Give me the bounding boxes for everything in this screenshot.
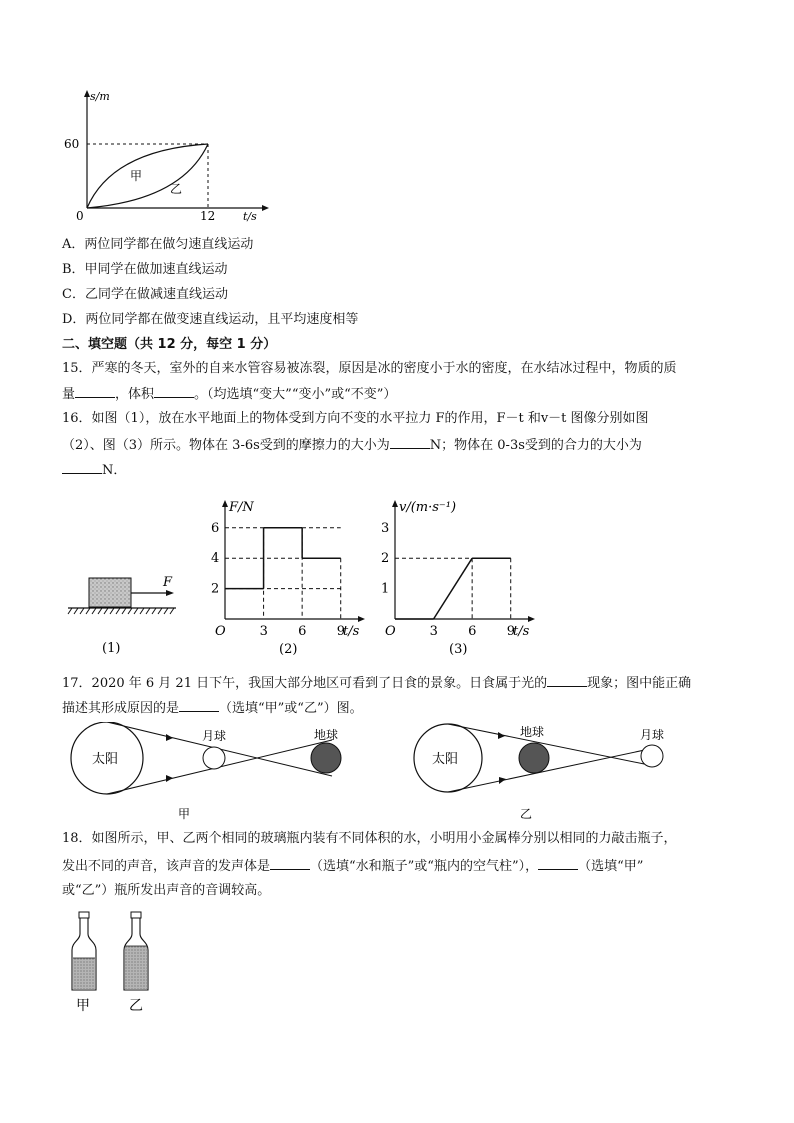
- q15-line1: 15．严寒的冬天，室外的自来水管容易被冻裂，原因是冰的密度小于水的密度，在水结冰过程中，物质的质: [62, 361, 677, 376]
- ft-xlabel: t/s: [343, 624, 360, 639]
- bottle-caption-yi: 乙: [129, 998, 143, 1014]
- st-label-yi: 乙: [170, 182, 183, 196]
- ft-xtick-2: 9: [336, 624, 345, 639]
- q18-line3: 或“乙”）瓶所发出声音的音调较高。: [62, 883, 271, 898]
- st-graph: [60, 88, 280, 228]
- vt-graph: [365, 495, 545, 660]
- earth-icon: [311, 743, 341, 773]
- vt-segment-1: [434, 558, 473, 619]
- vt-xtick-1: 6: [468, 624, 477, 639]
- bottles-figure: [62, 910, 172, 1020]
- vt-ytick-1: 2: [381, 551, 390, 567]
- bottle-caption-jia: 甲: [76, 998, 90, 1014]
- caption-yi: 乙: [520, 807, 533, 821]
- caption-jia: 甲: [178, 807, 191, 821]
- q17-blank-2[interactable]: [179, 699, 219, 712]
- vt-xtick-0: 3: [429, 624, 438, 639]
- bottle-yi: [124, 912, 148, 990]
- q17-line1: 17．2020 年 6 月 21 日下午，我国大部分地区可看到了日食的景象。日食属于光的 现象；图中能正确: [62, 676, 692, 691]
- q18-blank-1[interactable]: [270, 857, 310, 870]
- st-xtick: 12: [200, 209, 216, 223]
- earth-label: 地球: [520, 725, 545, 739]
- option-d: D．两位同学都在做变速直线运动，且平均速度相等: [62, 312, 359, 327]
- q18-line1: 18．如图所示，甲、乙两个相同的玻璃瓶内装有不同体积的水，小明用小金属棒分别以相同的力敲击瓶子，: [62, 831, 677, 846]
- caption-2: (2): [279, 642, 298, 657]
- section-heading: 二、填空题（共 12 分，每空 1 分）: [62, 337, 277, 352]
- earth-icon: [519, 743, 549, 773]
- force-label: F: [163, 575, 173, 590]
- option-c: C．乙同学在做减速直线运动: [62, 287, 228, 302]
- curve-jia: [87, 144, 208, 208]
- st-origin: 0: [76, 209, 84, 223]
- st-xlabel: t/s: [243, 210, 257, 223]
- moon-icon: [641, 745, 663, 767]
- st-label-jia: 甲: [130, 169, 143, 183]
- vt-ylabel: v/(m·s⁻¹): [399, 500, 457, 515]
- ft-ytick-0: 2: [211, 581, 220, 597]
- vt-ytick-2: 3: [381, 520, 390, 536]
- q17-blank-1[interactable]: [547, 674, 587, 687]
- vt-xtick-2: 9: [506, 624, 515, 639]
- sun-label: 太阳: [92, 752, 119, 767]
- eclipse-figure-yi: [410, 722, 710, 822]
- q15-blank-2[interactable]: [154, 385, 194, 398]
- vt-ytick-0: 1: [381, 581, 390, 597]
- ft-ylabel: F/N: [229, 500, 254, 515]
- ft-ytick-2: 6: [211, 520, 220, 536]
- block-figure: [64, 570, 184, 660]
- block: [89, 578, 131, 607]
- caption-1: (1): [102, 641, 121, 656]
- st-ytick: 60: [64, 137, 80, 151]
- bottle-jia: [72, 912, 96, 990]
- q16-blank-1[interactable]: [390, 436, 430, 449]
- q16-line1: 16．如图（1），放在水平地面上的物体受到方向不变的水平拉力 F的作用，F－t 和v－t 图像分别如图: [62, 411, 649, 426]
- moon-label: 月球: [640, 728, 665, 742]
- vt-xlabel: t/s: [513, 624, 530, 639]
- q16-blank-2[interactable]: [62, 461, 102, 474]
- q16-line2: （2）、图（3）所示。物体在 3-6s受到的摩擦力的大小为 N；物体在 0-3s受到的合力的大小为: [62, 438, 642, 453]
- vt-origin: O: [385, 624, 396, 639]
- ft-ytick-1: 4: [211, 551, 220, 567]
- q17-line2: 描述其形成原因的是 （选填“甲”或“乙”）图。: [62, 701, 363, 716]
- q18-blank-2[interactable]: [538, 857, 578, 870]
- ft-xtick-0: 3: [259, 624, 268, 639]
- ft-xtick-1: 6: [298, 624, 307, 639]
- eclipse-figure-jia: [62, 722, 372, 822]
- curve-yi: [87, 144, 208, 208]
- q15-line2: 量 ，体积 。（均选填“变大”“变小”或“不变”）: [62, 387, 397, 402]
- earth-label: 地球: [314, 728, 339, 742]
- ft-origin: O: [215, 624, 226, 639]
- q15-blank-1[interactable]: [75, 385, 115, 398]
- option-a: A．两位同学都在做匀速直线运动: [62, 237, 254, 252]
- st-ylabel: s/m: [90, 90, 110, 103]
- ft-graph: [195, 495, 375, 660]
- sun-label: 太阳: [432, 752, 459, 767]
- option-b: B．甲同学在做加速直线运动: [62, 262, 228, 277]
- caption-3: (3): [449, 642, 468, 657]
- q16-line3: N．: [62, 461, 126, 480]
- moon-icon: [203, 747, 225, 769]
- q18-line2: 发出不同的声音，该声音的发声体是 （选填“水和瓶子”或“瓶内的空气柱”）， （选填“甲”: [62, 859, 644, 874]
- moon-label: 月球: [202, 729, 227, 743]
- force-arrow-icon: [166, 590, 174, 596]
